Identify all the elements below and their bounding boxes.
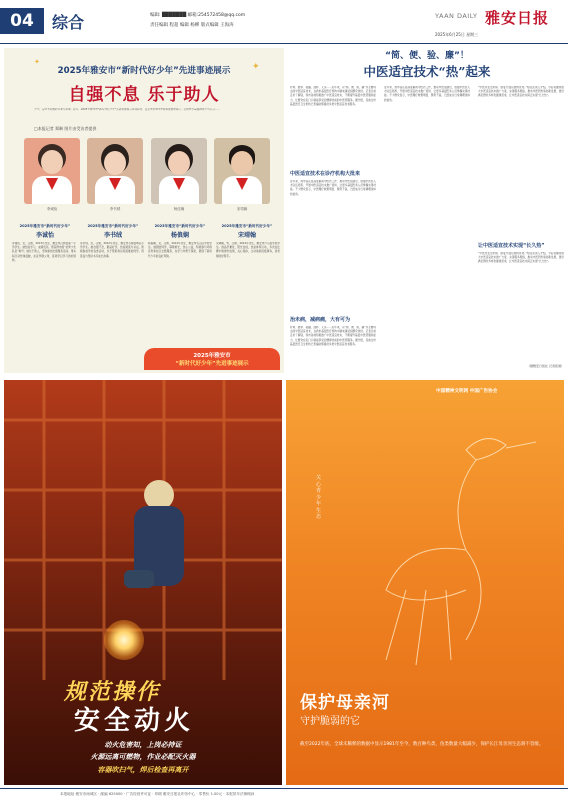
article-column: “中医药在治未病、康复方面有独特优势。”相关负责人介绍，今后将继续加大中医适宜技术推广力度，完善服务网络，推动中医药传承创新发展，更好满足群众多样化健康需求，让中医适宜技术真正实现“长久热”。 xyxy=(478,86,564,98)
student-photo xyxy=(151,138,207,204)
article xyxy=(290,48,564,373)
issue-date: 2025年6月25日 星期三 xyxy=(435,32,479,37)
article-column: 针刺、推拿、拔罐、刮痧、艾灸……近年来，以“简、便、验、廉”为主要特点的中医适宜技术，在我市基层医疗机构中越来越受到群众欢迎。记者日前走访了解到，我市各地积极推广中医适宜技术，不断提升基层中医药服务能力，让群众在家门口就能享受到便捷优质的中医药服务。据介绍，目前全市基层医疗卫生机构已普遍能够提供多类中医适宜技术服务。 xyxy=(290,86,376,106)
photo-row xyxy=(24,138,270,218)
feature-panel xyxy=(4,48,284,373)
article-column: 针刺、推拿、拔罐、刮痧、艾灸……近年来，以“简、便、验、廉”为主要特点的中医适宜技术，在我市基层医疗机构中越来越受到群众欢迎。记者日前走访了解到，我市各地积极推广中医适宜技术，不断提升基层中医药服务能力，让群众在家门口就能享受到便捷优质的中医药服务。据介绍，目前全市基层医疗卫生机构已普遍能够提供多类中医适宜技术服务。 xyxy=(290,326,376,346)
page-number: 04 xyxy=(10,11,34,31)
ad-slogan: 容器吹扫气，焊后检查再离开 xyxy=(97,766,189,774)
student-photo xyxy=(214,138,270,204)
ad-sponsor: 中国精神文明网 中国广告协会 xyxy=(436,389,498,394)
feature-big-title: 自强不息 乐于助人 xyxy=(68,85,220,105)
award-label: 2025年雅安市“新时代好少年” xyxy=(154,224,206,228)
ad-subtitle: 守护脆弱的它 xyxy=(300,716,360,727)
award-label: 2025年雅安市“新时代好少年” xyxy=(87,224,139,228)
banner-year: 2025年雅安市 xyxy=(193,353,231,359)
ad-title: 保护母亲河 xyxy=(300,693,390,713)
heron-icon xyxy=(346,420,546,680)
article-author: （据雅安日报社 记者报道） xyxy=(527,364,564,368)
page-header xyxy=(0,0,568,44)
student-bio: 杨俍娴，女，汉族，2014年出生，雅安市名山区学校学生。她团结同学，尊敬师长，热心公益，积极参与环保宣传和社区志愿服务，在学习中勇于探索，展现了新时代少年的良好风貌。 xyxy=(148,242,212,258)
welder-figure xyxy=(124,480,194,620)
article-column: 近年来，我市各区县高度重视中医药工作，推动中医馆建设，加强中医药人才队伍培养，开展中医适宜技术推广培训，让更多基层医务人员掌握实用技能。不少群众表示，中医理疗效果明显、费用不高，已经成为日常调理身体的首选。 xyxy=(290,180,376,196)
banner-text: “新时代好少年”先进事迹展示 xyxy=(175,361,249,367)
paper-logo: 雅安日报 xyxy=(485,9,550,27)
student-photo xyxy=(87,138,143,204)
star-icon: ✦ xyxy=(34,58,40,66)
student-name: 李诚怡 xyxy=(35,232,54,239)
ad-title: 规范操作 xyxy=(64,679,161,705)
editor-info: 编辑: ███████ 邮箱:254572458@qq.com xyxy=(150,13,246,18)
welding-spark-icon xyxy=(104,620,144,660)
article-kicker: “简、便、验、廉”！ xyxy=(385,51,469,61)
page-number-box xyxy=(0,8,44,34)
ad-description: 截至2022年底，全球未稀释的数据中显示1981年至今，数百种鸟类、鱼类数量大幅减少，保护长江母亲河生态刻不容缓。 xyxy=(300,742,544,747)
student-name: 杨俍娴 xyxy=(170,232,189,239)
star-icon: ✦ xyxy=(252,62,260,72)
section-name: 综合 xyxy=(52,13,85,32)
student-name: 李书绒 xyxy=(103,232,122,239)
ad-slogan: 火源远离可燃物，作业必配灭火器 xyxy=(90,753,196,761)
event-title: 2025年雅安市“新时代好少年”先进事迹展示 xyxy=(57,66,231,76)
editor-info-2: 责任编辑 程超 编辑 杨柳 版式编辑 王海涛 xyxy=(150,23,234,28)
student-photo-caption: 杨佳娴 xyxy=(173,207,185,211)
student-photo-caption: 李书绒 xyxy=(109,207,121,211)
safety-ad xyxy=(4,380,282,785)
student-photo xyxy=(24,138,80,204)
student-photo-caption: 李诚怡 xyxy=(46,207,58,211)
page-footer xyxy=(0,788,568,800)
student-photo-caption: 宋靖翰 xyxy=(236,207,248,211)
ad-slogan: 动火危害知，上岗必持证 xyxy=(104,741,182,749)
feature-banner xyxy=(144,348,280,370)
article-subhead: 中医适宜技术在诊疗机构大批来 xyxy=(290,171,361,177)
article-subhead: 让中医适宜技术实现“长久热” xyxy=(478,243,545,249)
student-bio: 宋靖翰，男，汉族，2014年出生，雅安市芦山县学校学生。他品学兼优，阳光自信，热爱体育运动，多次在比赛中取得好成绩，关心集体，主动承担班级事务，是老师的好帮手。 xyxy=(216,242,280,258)
article-column: 近年来，我市各区县高度重视中医药工作，推动中医馆建设，加强中医药人才队伍培养，开展中医适宜技术推广培训，让更多基层医务人员掌握实用技能。不少群众表示，中医理疗效果明显、费用不高，已经成为日常调理身体的首选。 xyxy=(384,86,470,102)
ad-vertical-text: 关心青少年生态 xyxy=(316,475,322,520)
student-name: 宋靖翰 xyxy=(237,232,256,239)
student-bio: 李诚怡，女，汉族，2013年出生，雅安市汉源县第一小学学生。她热爱学习，成绩优异，曾获得市级“优秀少先队员”称号；她乐于助人，坚持参加志愿服务活动，用实际行动传递温暖，在家孝敬父母，是同学们学习的好榜样。 xyxy=(12,242,76,262)
student-bio: 李书绒，女，汉族，2012年出生，雅安市石棉县城区小学学生。她自强不息，勤奋好学，热爱阅读与书法，积极参加学校各类活动，乐于帮助身边有困难的同学，用善良与坚持书写成长故事。 xyxy=(80,242,144,258)
ad-title-2: 安全动火 xyxy=(74,706,195,736)
feature-intro: 少年，是中华民族的未来与希望。近日，2025年雅安市“新时代好少年”先进事迹展示活动启动，在全市范围内开展事迹宣传展示，让榜样力量温润青少年心灵…… xyxy=(34,108,220,111)
footer-text: 本报地址 雅安市雨城区 · 邮编 625000 · 广告经营许可证 · 印刷 雅安日报社印务中心 · 零售价 1.00元 · 本报常年法律顾问 xyxy=(60,792,255,796)
river-ad xyxy=(286,380,564,785)
article-headline: 中医适宜技术“热”起来 xyxy=(363,64,491,79)
award-label: 2025年雅安市“新时代好少年” xyxy=(19,224,71,228)
article-column: “中医药在治未病、康复方面有独特优势。”相关负责人介绍，今后将继续加大中医适宜技术推广力度，完善服务网络，推动中医药传承创新发展，更好满足群众多样化健康需求，让中医适宜技术真正实现“长久热”。 xyxy=(478,252,564,264)
feature-byline: □本报记者 郑琳 图片由受访者提供 xyxy=(34,126,97,131)
award-label: 2025年雅安市“新时代好少年” xyxy=(221,224,273,228)
article-subhead: 治未病，减病痛，大有可为 xyxy=(290,317,351,323)
paper-english-name: YAAN DAILY xyxy=(435,12,478,20)
